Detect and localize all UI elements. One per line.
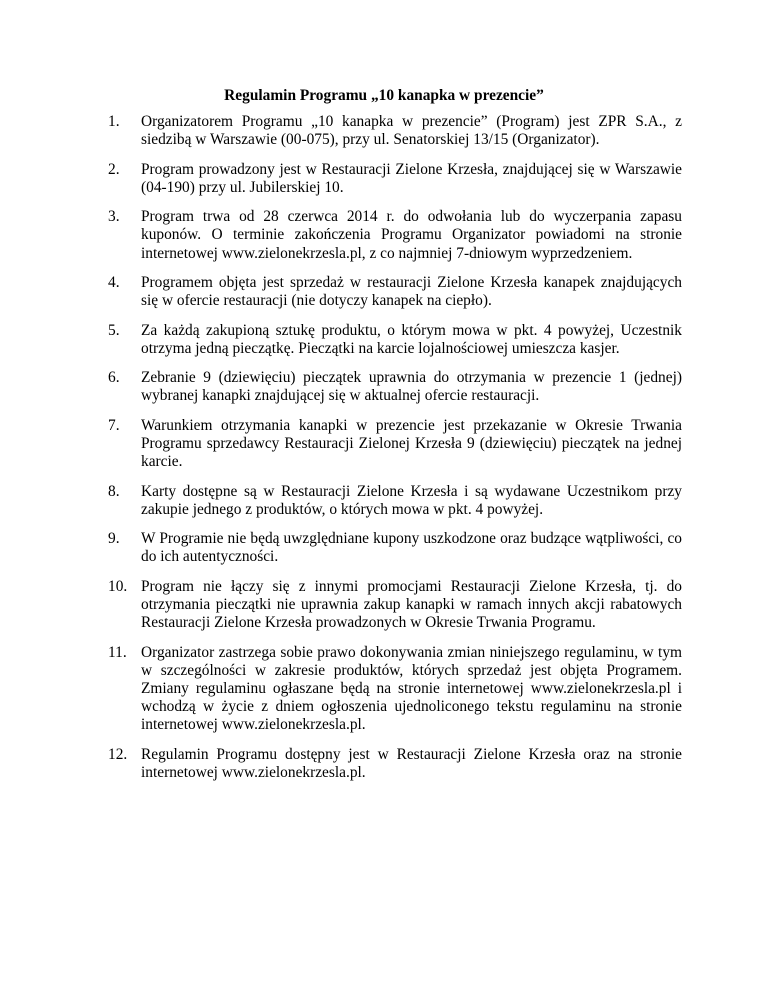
item-number: 11. [108, 643, 127, 661]
list-item [108, 578, 682, 633]
item-text: Programem objęta jest sprzedaż w restauracji Zielone Krzesła kanapek znajdujących się w ofercie restauracji (nie dotyczy kanapek na ciepło). [141, 273, 682, 310]
item-number: 10. [108, 577, 128, 595]
item-number: 8. [108, 482, 120, 500]
item-text: Za każdą zakupioną sztukę produktu, o którym mowa w pkt. 4 powyżej, Uczestnik otrzyma jedną pieczątkę. Pieczątki na karcie lojalnościowej umieszcza kasjer. [141, 321, 682, 357]
list-item [108, 746, 682, 782]
item-text: Zebranie 9 (dziewięciu) pieczątek uprawnia do otrzymania w prezencie 1 (jednej) wybranej kanapki znajdującej się w aktualnej ofercie restauracji. [141, 369, 682, 405]
item-text: Organizatorem Programu „10 kanapka w prezencie” (Program) jest ZPR S.A., z siedzibą w Warszawie (00-075), przy ul. Senatorskiej 13/15 (Organizator). [141, 113, 682, 149]
item-text: Program nie łączy się z innymi promocjami Restauracji Zielone Krzesła, tj. do otrzymania pieczątki nie uprawnia zakup kanapki w ramach innych akcji rabatowych Restauracji Zielone Krzesła prowadzonych w Okresie Trwania Programu. [141, 577, 682, 632]
list-item [108, 113, 682, 149]
list-item [108, 161, 682, 197]
item-number: 4. [108, 273, 120, 291]
item-text: Karty dostępne są w Restauracji Zielone Krzesła i są wydawane Uczestnikom przy zakupie jednego z produktów, o których mowa w pkt. 4 powyżej. [141, 482, 682, 518]
list-item [108, 530, 682, 566]
list-item [108, 208, 682, 263]
list-item [108, 369, 682, 405]
document-title: Regulamin Programu „10 kanapka w prezencie” [224, 87, 544, 104]
item-text: Organizator zastrzega sobie prawo dokonywania zmian niniejszego regulaminu, w tym w szczególności w zakresie produktów, których sprzedaż jest objęta Programem. Zmiany regulaminu ogłaszane będą na stronie internetowej www.zielonekrzesla.pl i wchodzą w życie z dniem ogłoszenia ujednoliconego tekstu regulaminu na stronie internetowej www.zielonekrzesla.pl. [141, 643, 682, 734]
item-number: 3. [108, 208, 120, 226]
item-number: 1. [108, 113, 120, 130]
item-text: Program trwa od 28 czerwca 2014 r. do odwołania lub do wyczerpania zapasu kuponów. O terminie zakończenia Programu Organizator powiadomi na stronie internetowej www.zielonekrzesla.pl, z co najmniej 7-dniowym wyprzedzeniem. [141, 208, 682, 262]
item-number: 7. [108, 416, 120, 434]
item-number: 12. [108, 745, 128, 763]
list-item [108, 417, 682, 472]
list-item [108, 274, 682, 310]
regulation-list [108, 113, 682, 793]
item-text: Warunkiem otrzymania kanapki w prezencie jest przekazanie w Okresie Trwania Programu sprzedawcy Restauracji Zielonej Krzesła 9 (dziewięciu) pieczątek na jednej karcie. [141, 416, 682, 471]
item-number: 5. [108, 321, 120, 339]
item-number: 6. [108, 369, 120, 387]
item-number: 9. [108, 530, 120, 548]
item-text: Program prowadzony jest w Restauracji Zielone Krzesła, znajdującej się w Warszawie (04-190) przy ul. Jubilerskiej 10. [141, 160, 682, 196]
item-number: 2. [108, 160, 120, 178]
list-item [108, 322, 682, 358]
item-text: Regulamin Programu dostępny jest w Restauracji Zielone Krzesła oraz na stronie internetowej www.zielonekrzesla.pl. [141, 745, 682, 781]
list-item [108, 644, 682, 735]
item-text: W Programie nie będą uwzględniane kupony uszkodzone oraz budzące wątpliwości, co do ich autentyczności. [141, 530, 682, 566]
list-item [108, 483, 682, 519]
